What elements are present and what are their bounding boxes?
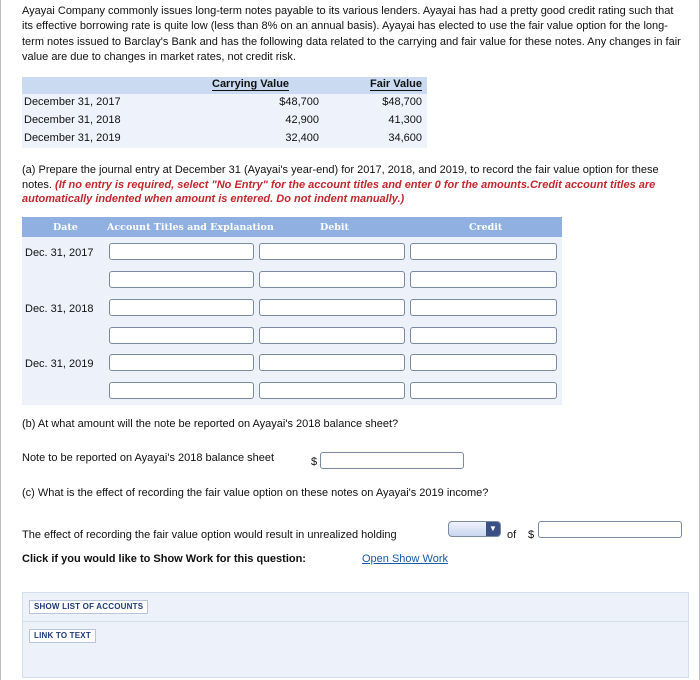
row-carrying: $48,700 [279, 96, 319, 108]
fair-value-header: Fair Value [370, 78, 422, 90]
journal-row [22, 327, 562, 353]
account-title-input[interactable] [109, 271, 254, 288]
table-row [22, 112, 427, 130]
entry-date: Dec. 31, 2019 [25, 358, 94, 370]
account-title-input[interactable] [109, 299, 254, 316]
account-title-input[interactable] [109, 327, 254, 344]
credit-input[interactable] [410, 271, 557, 288]
chevron-down-icon: ▼ [486, 522, 500, 536]
part-a-prompt: (a) Prepare the journal entry at December 31 (Ayayai's year-end) for 2017, 2018, and 2019, to record the fair value option for these notes. [22, 164, 659, 191]
account-title-input[interactable] [109, 354, 254, 371]
accounts-panel [22, 592, 689, 622]
carrying-value-header: Carrying Value [212, 78, 290, 90]
part-b-prompt: (b) At what amount will the note be reported on Ayayai's 2018 balance sheet? [22, 418, 399, 430]
credit-input[interactable] [410, 327, 557, 344]
debit-input[interactable] [259, 299, 405, 316]
problem-intro: Ayayai Company commonly issues long-term notes payable to its various lenders. Ayayai has had a pretty good credit rating such that its effective borrowing rate is quite low (less than 8% on an annual basis). Ayayai has elected to use the fair value option for the long-term notes issued to Barclay's Bank and has the following data related to the carrying and fair value for these notes. Any changes in fair value are due to changes in market rates, not credit risk. [22, 5, 681, 64]
link-panel [22, 622, 689, 678]
currency-symbol: $ [528, 529, 535, 541]
journal-entry-table [22, 217, 562, 405]
account-title-input[interactable] [109, 382, 254, 399]
link-to-text-button[interactable]: LINK TO TEXT [29, 629, 96, 643]
show-list-of-accounts-button[interactable]: SHOW LIST OF ACCOUNTS [29, 600, 148, 614]
value-table-header [22, 77, 427, 94]
table-row [22, 130, 427, 148]
value-data-table [22, 77, 427, 148]
credit-input[interactable] [410, 243, 557, 260]
account-title-input[interactable] [109, 243, 254, 260]
row-carrying: 42,900 [285, 114, 319, 126]
part-b-label: Note to be reported on Ayayai's 2018 balance sheet [22, 452, 275, 464]
entry-date: Dec. 31, 2017 [25, 247, 94, 259]
part-a-question [22, 163, 686, 207]
part-a-instruction: (If no entry is required, select "No Entry" for the account titles and enter 0 for the amounts.Credit account titles are automatically indented when amount is entered. Do not indent manually.) [22, 178, 656, 205]
open-show-work-link[interactable]: Open Show Work [362, 553, 449, 565]
journal-row [22, 271, 562, 297]
account-col-header: Account Titles and Explanation [107, 222, 274, 233]
date-col-header: Date [53, 222, 78, 233]
of-label: of [507, 529, 517, 541]
gain-loss-select[interactable] [448, 521, 501, 537]
row-date: December 31, 2017 [24, 96, 121, 108]
row-date: December 31, 2018 [24, 114, 121, 126]
credit-input[interactable] [410, 382, 557, 399]
row-fair: 41,300 [388, 114, 422, 126]
credit-input[interactable] [410, 354, 557, 371]
credit-input[interactable] [410, 299, 557, 316]
journal-row [22, 299, 562, 325]
row-carrying: 32,400 [285, 132, 319, 144]
debit-input[interactable] [259, 382, 405, 399]
entry-date: Dec. 31, 2018 [25, 303, 94, 315]
currency-symbol: $ [311, 456, 318, 468]
debit-col-header: Debit [320, 222, 349, 233]
balance-sheet-amount-input[interactable] [320, 452, 464, 469]
debit-input[interactable] [259, 327, 405, 344]
journal-header [22, 217, 562, 237]
debit-input[interactable] [259, 271, 405, 288]
row-fair: 34,600 [388, 132, 422, 144]
row-fair: $48,700 [382, 96, 422, 108]
row-date: December 31, 2019 [24, 132, 121, 144]
journal-row [22, 354, 562, 380]
journal-row [22, 382, 562, 408]
journal-row [22, 243, 562, 269]
part-c-prompt: (c) What is the effect of recording the fair value option on these notes on Ayayai's 2019 income? [22, 487, 489, 499]
credit-col-header: Credit [469, 222, 503, 233]
part-c-label: The effect of recording the fair value option would result in unrealized holding [22, 529, 397, 541]
table-row [22, 94, 427, 112]
show-work-label: Click if you would like to Show Work for this question: [22, 553, 306, 565]
debit-input[interactable] [259, 243, 405, 260]
debit-input[interactable] [259, 354, 405, 371]
unrealized-amount-input[interactable] [538, 521, 682, 538]
